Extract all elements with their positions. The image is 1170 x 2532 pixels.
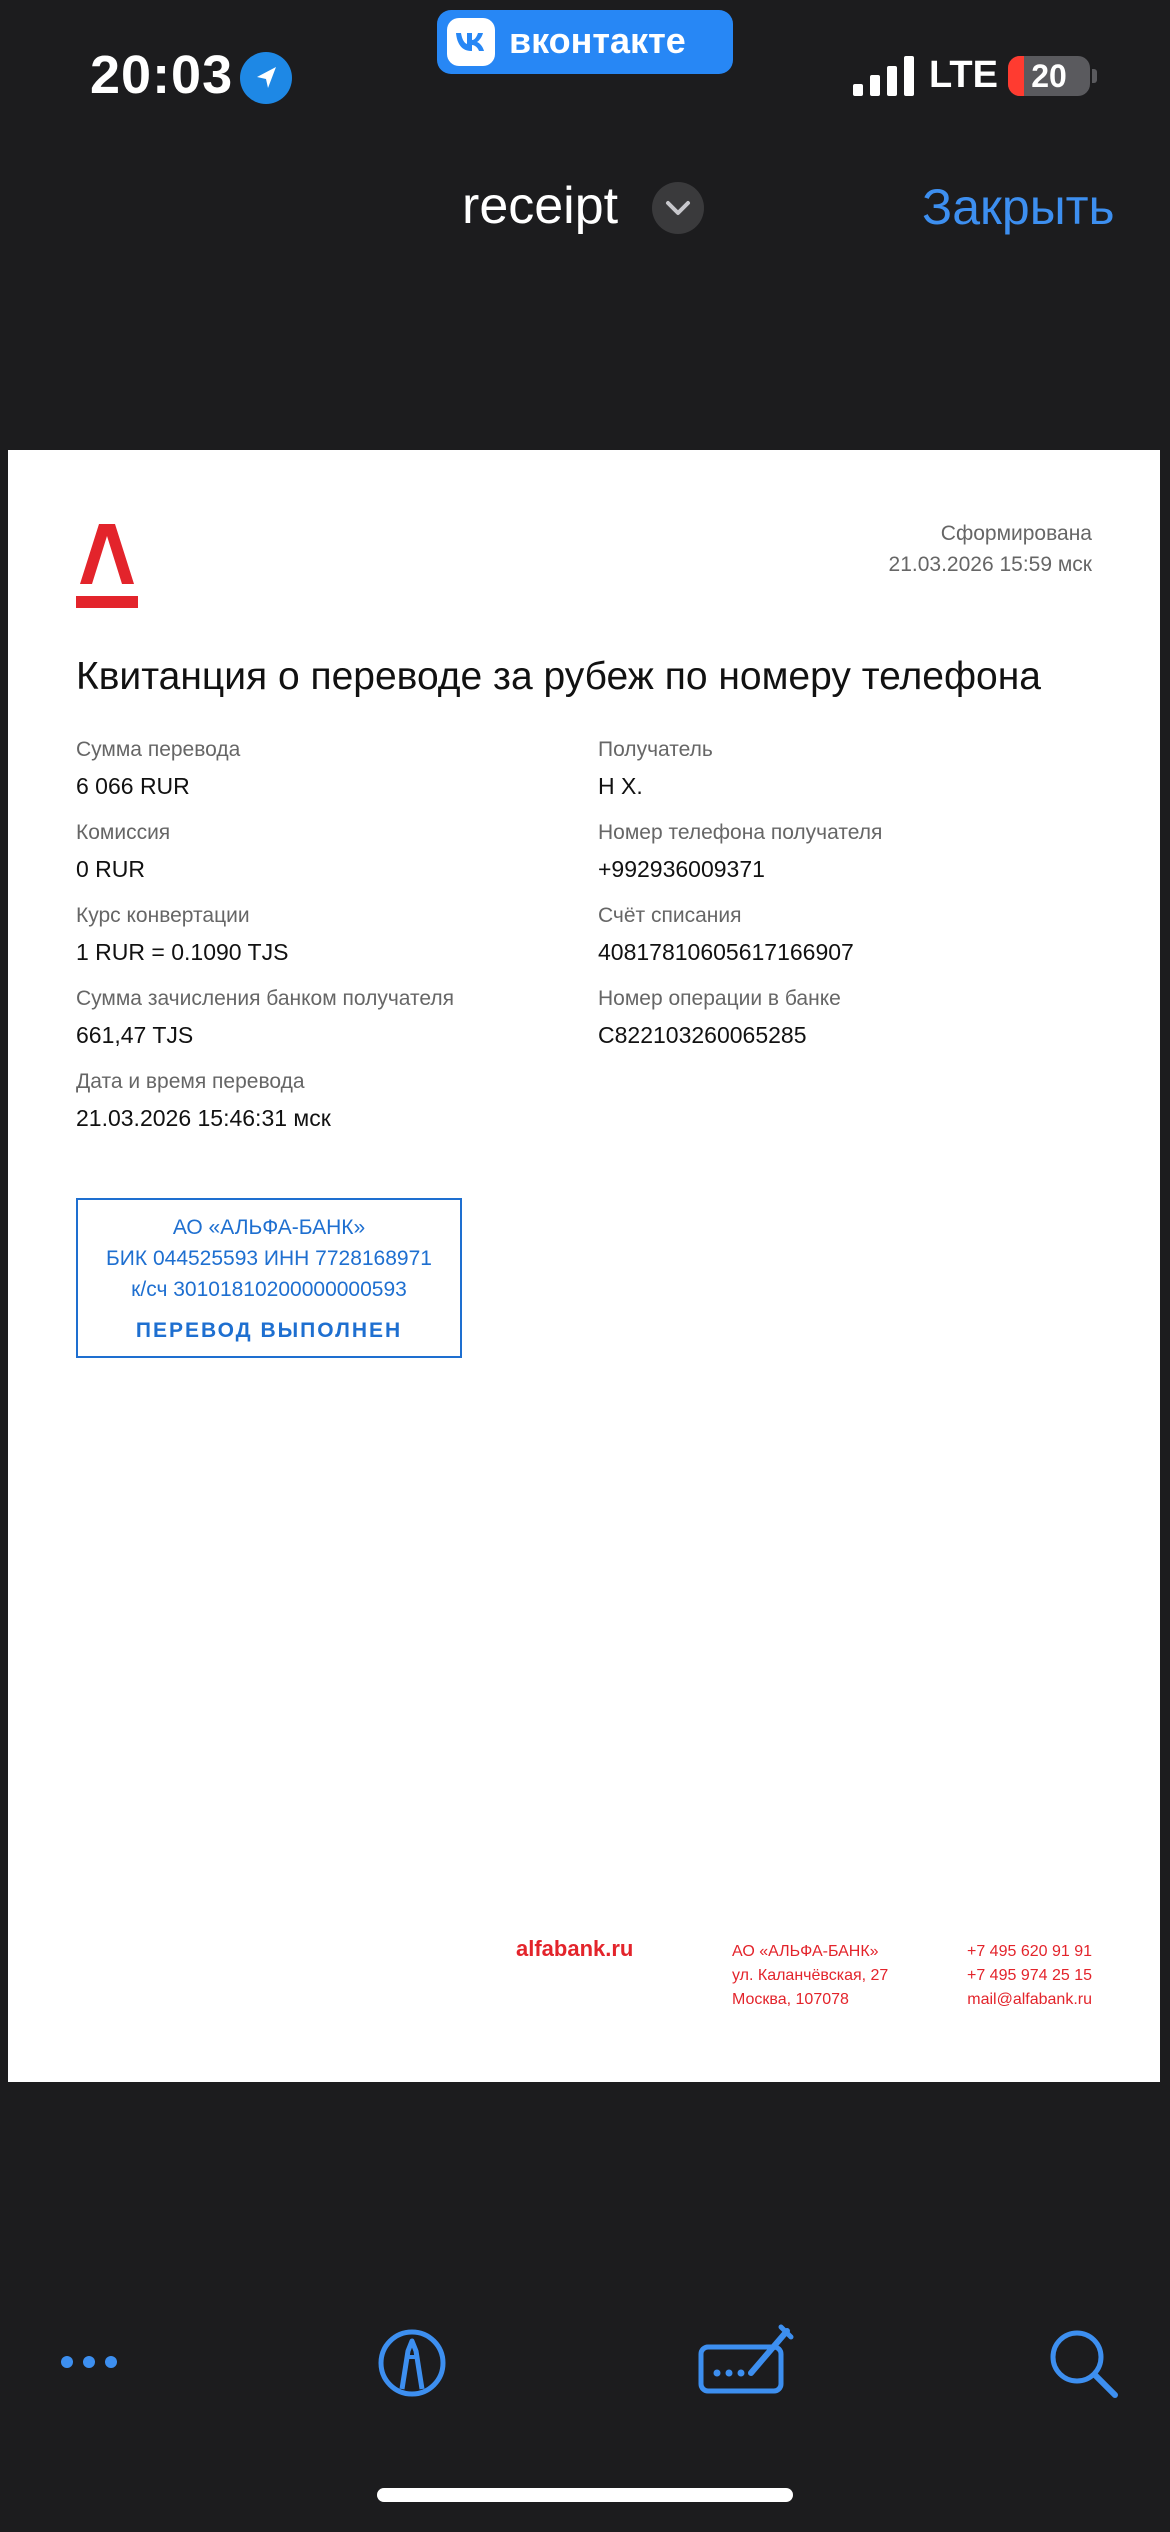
stamp-status: ПЕРЕВОД ВЫПОЛНЕН — [135, 1319, 403, 1342]
keyboard-edit-icon[interactable] — [695, 2317, 795, 2407]
bank-stamp — [76, 1198, 462, 1358]
receipt-document — [8, 450, 1160, 2082]
stamp-line-bank: АО «АЛЬФА-БАНК» — [172, 1216, 366, 1239]
close-button[interactable]: Закрыть — [922, 179, 1115, 235]
search-icon[interactable] — [1035, 2317, 1135, 2407]
footer-address-line: АО «АЛЬФА-БАНК» — [732, 1943, 879, 1960]
field-label-datetime: Дата и время перевода — [76, 1070, 305, 1093]
field-value-recipient: Н Х. — [598, 773, 643, 799]
vk-app-pill[interactable] — [437, 10, 733, 74]
network-type: LTE — [929, 54, 998, 96]
field-value-account: 40817810605617166907 — [598, 939, 854, 965]
field-label-recipient: Получатель — [598, 738, 713, 761]
field-value-credited: 661,47 TJS — [76, 1022, 194, 1048]
field-value-phone: +992936009371 — [598, 856, 765, 882]
field-label-phone: Номер телефона получателя — [598, 821, 883, 844]
footer-contact-line: +7 495 974 25 15 — [966, 1967, 1092, 1984]
chevron-down-icon[interactable] — [652, 182, 704, 234]
vk-logo-icon — [447, 18, 495, 66]
field-label-commission: Комиссия — [76, 821, 171, 844]
formed-label: Сформирована — [940, 522, 1092, 545]
field-label-account: Счёт списания — [598, 904, 742, 927]
formed-date: 21.03.2026 15:59 мск — [888, 553, 1092, 576]
field-label-rate: Курс конвертации — [76, 904, 250, 927]
signal-bars-icon — [853, 56, 915, 96]
markup-icon[interactable] — [362, 2317, 462, 2407]
field-label-operation: Номер операции в банке — [598, 987, 841, 1010]
battery-icon — [1008, 56, 1090, 96]
field-value-datetime: 21.03.2026 15:46:31 мск — [76, 1105, 331, 1131]
footer-address-line: ул. Каланчёвская, 27 — [732, 1967, 889, 1984]
home-indicator[interactable] — [377, 2488, 793, 2502]
vk-pill-label: вконтакте — [509, 20, 686, 61]
footer-contacts — [967, 1940, 1092, 2012]
stamp-line-account: к/сч 30101810200000000593 — [131, 1278, 407, 1301]
footer-address — [732, 1940, 888, 2012]
field-label-credited: Сумма зачисления банком получателя — [76, 987, 454, 1010]
footer-address-line: Москва, 107078 — [732, 1991, 849, 2008]
battery-level: 20 — [1031, 58, 1067, 94]
document-title[interactable]: receipt — [462, 177, 619, 235]
footer-site: alfabank.ru — [516, 1936, 634, 1961]
alfa-bank-logo — [76, 520, 138, 610]
location-arrow-icon — [240, 52, 292, 104]
more-icon[interactable] — [39, 2317, 139, 2407]
battery-nub — [1092, 69, 1097, 83]
field-label-amount: Сумма перевода — [76, 738, 241, 761]
footer-contact-line: +7 495 620 91 91 — [966, 1943, 1092, 1960]
field-value-operation: C822103260065285 — [598, 1022, 807, 1048]
stamp-line-bik: БИК 044525593 ИНН 7728168971 — [106, 1247, 432, 1270]
field-value-commission: 0 RUR — [76, 856, 146, 882]
field-value-rate: 1 RUR = 0.1090 TJS — [76, 939, 289, 965]
field-value-amount: 6 066 RUR — [76, 773, 190, 799]
footer-contact-line: mail@alfabank.ru — [967, 1991, 1092, 2008]
status-time: 20:03 — [90, 45, 234, 105]
receipt-title: Квитанция о переводе за рубеж по номеру телефона — [76, 655, 1041, 698]
